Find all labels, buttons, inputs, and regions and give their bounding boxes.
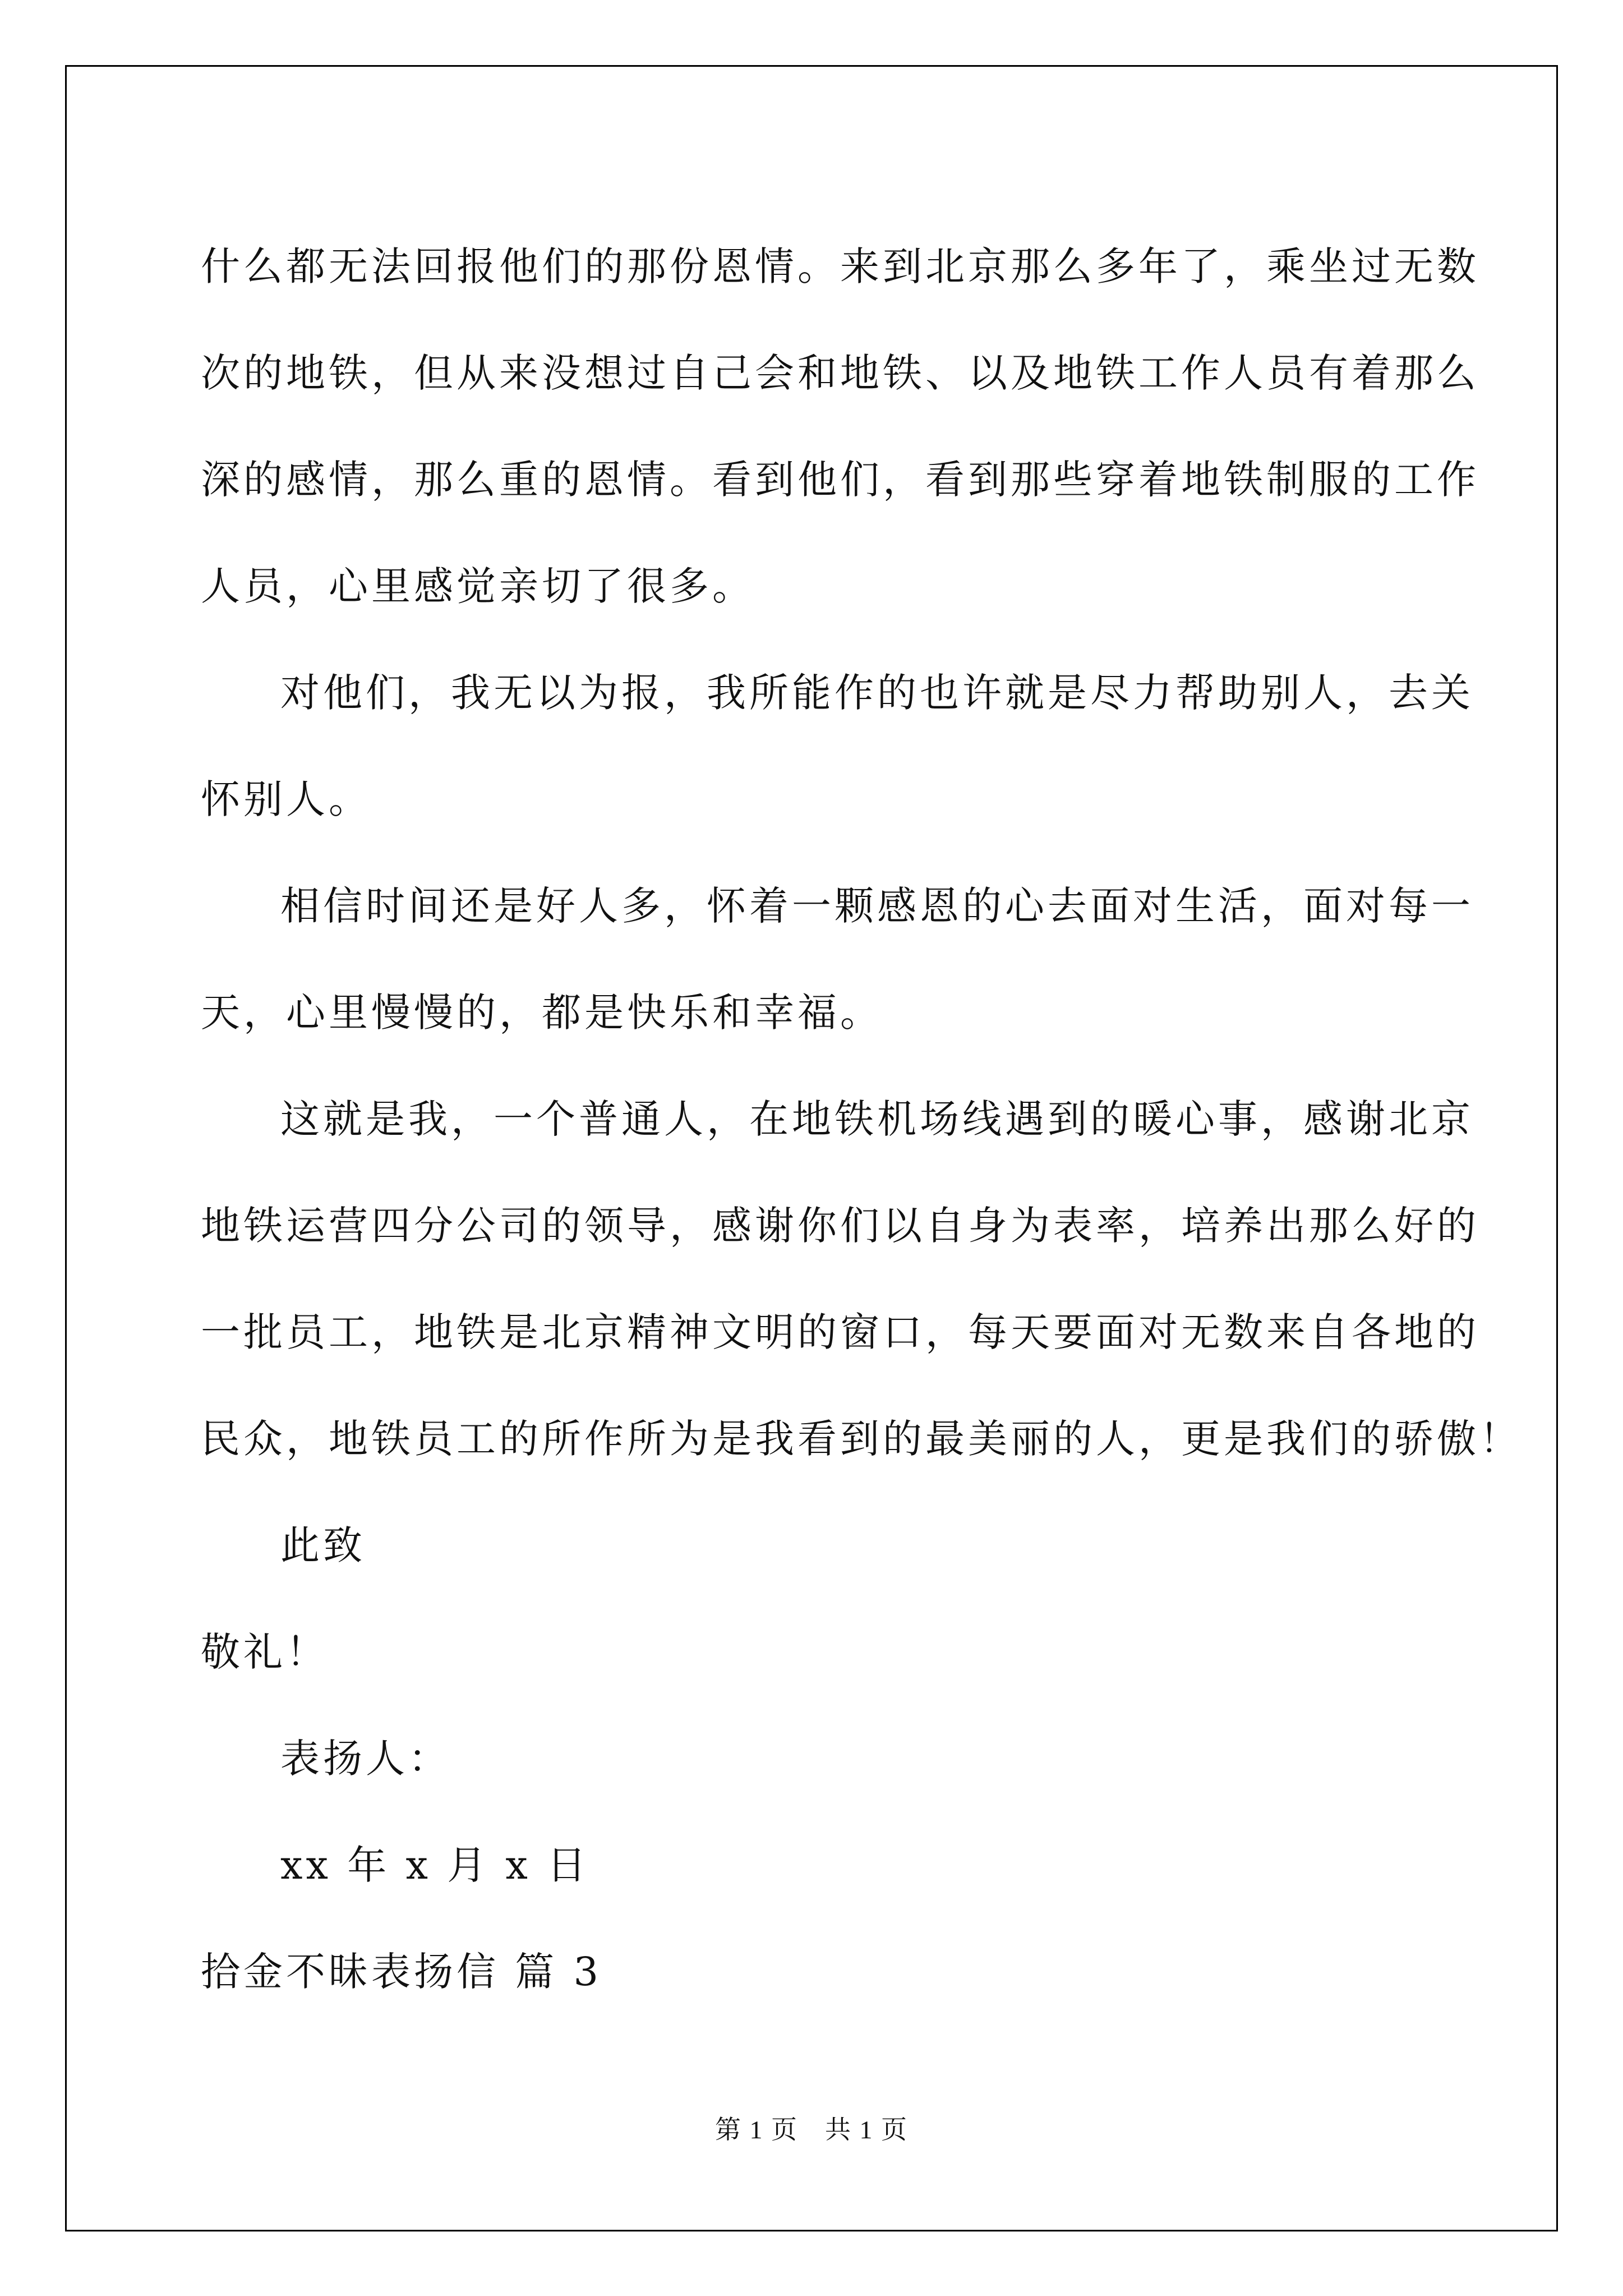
document-body (201, 213, 1522, 2025)
text-line: 人员，心里感觉亲切了很多。 (201, 563, 755, 609)
text-line: 一批员工，地铁是北京精神文明的窗口，每天要面对无数来自各地的 (201, 1309, 1479, 1355)
date-line: xx 年 x 月 x 日 (280, 1842, 590, 1888)
text-line: 怀别人。 (201, 776, 371, 822)
text-line: 天，心里慢慢的，都是快乐和幸福。 (201, 990, 883, 1036)
text-line: 民众，地铁员工的所作所为是我看到的最美丽的人，更是我们的骄傲！ (201, 1416, 1522, 1462)
paragraph-start-line: 相信时间还是好人多，怀着一颗感恩的心去面对生活，面对每一 (280, 883, 1474, 929)
text-line: 次的地铁，但从来没想过自己会和地铁、以及地铁工作人员有着那么 (201, 350, 1479, 396)
signature-label: 表扬人： (280, 1736, 451, 1782)
paragraph-start-line: 对他们，我无以为报，我所能作的也许就是尽力帮助别人，去关 (280, 670, 1474, 716)
closing-respect: 敬礼！ (201, 1629, 329, 1675)
text-line: 地铁运营四分公司的领导，感谢你们以自身为表率，培养出那么好的 (201, 1203, 1479, 1249)
closing-salutation: 此致 (280, 1522, 366, 1568)
section-heading: 拾金不昧表扬信 篇 3 (201, 1949, 602, 1995)
paragraph-start-line: 这就是我，一个普通人，在地铁机场线遇到的暖心事，感谢北京 (280, 1096, 1474, 1142)
page-footer: 第 1 页 共 1 页 (715, 2115, 908, 2144)
text-line: 什么都无法回报他们的那份恩情。来到北京那么多年了，乘坐过无数 (201, 243, 1479, 289)
text-line: 深的感情，那么重的恩情。看到他们，看到那些穿着地铁制服的工作 (201, 457, 1479, 503)
